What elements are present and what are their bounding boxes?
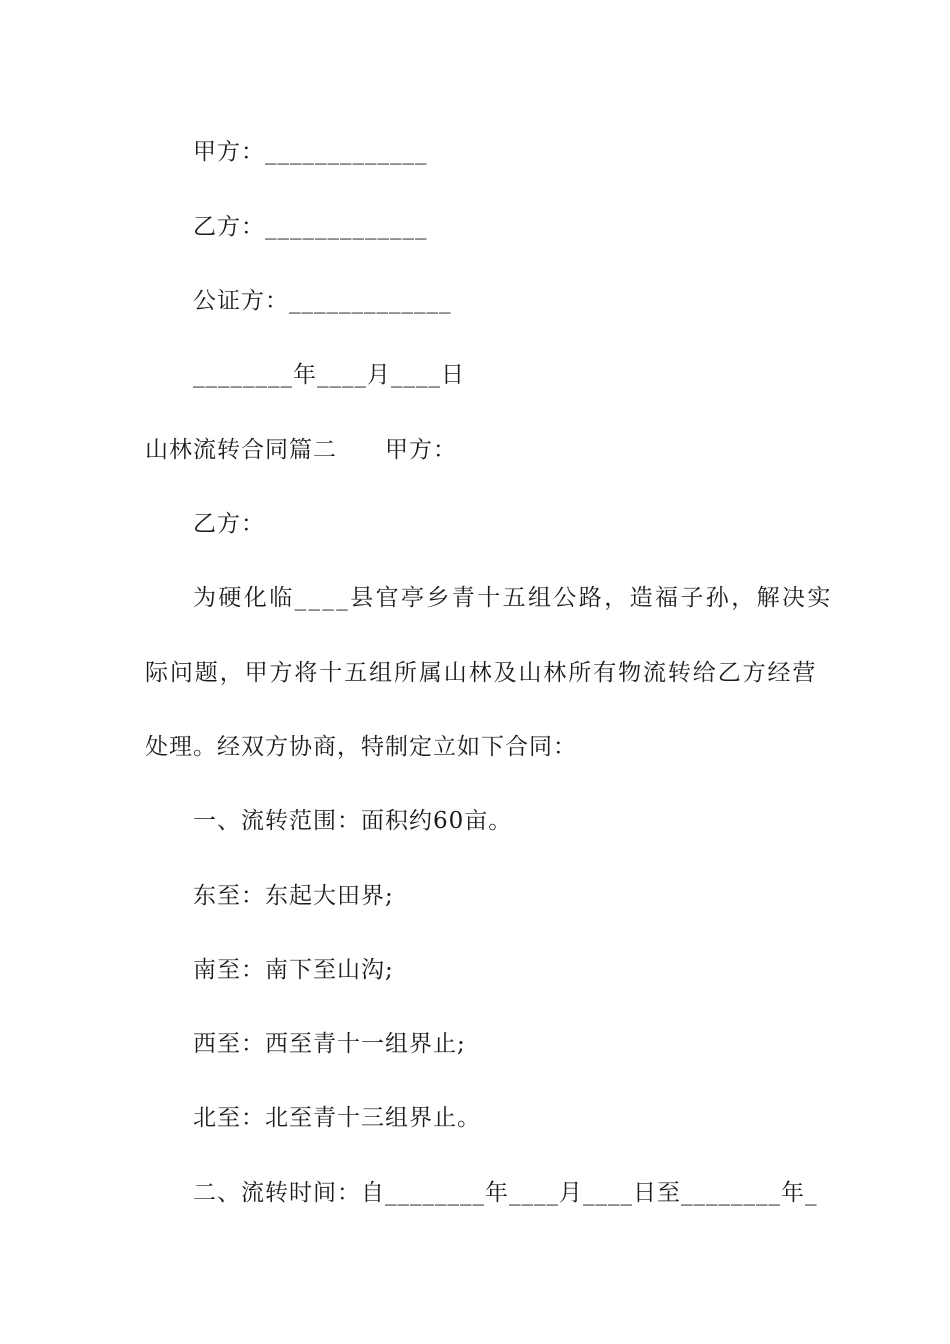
boundary-south: 南至：南下至山沟;: [193, 957, 394, 983]
party-a-label: 甲方：: [385, 437, 457, 463]
date-line: ________年____月____日: [193, 362, 465, 388]
clause-scope: 一、流转范围：面积约60亩。: [193, 808, 513, 834]
section-title: 山林流转合同篇二: [145, 437, 337, 463]
notary-signature-line: 公证方：_____________: [193, 288, 452, 314]
party-b-label: 乙方：: [193, 511, 265, 537]
boundary-west: 西至：西至青十一组界止;: [193, 1031, 466, 1057]
party-a-signature-line: 甲方：_____________: [193, 139, 428, 165]
paragraph-line: 处理。经双方协商，特制定立如下合同：: [145, 734, 577, 760]
paragraph-line: 际问题，甲方将十五组所属山林及山林所有物流转给乙方经营: [145, 660, 818, 686]
boundary-north: 北至：北至青十三组界止。: [193, 1105, 481, 1131]
party-b-signature-line: 乙方：_____________: [193, 214, 428, 240]
clause-duration: 二、流转时间：自________年____月____日至________年_: [193, 1180, 818, 1206]
boundary-east: 东至：东起大田界;: [193, 883, 394, 909]
paragraph-line: 为硬化临____县官亭乡青十五组公路，造福子孙，解决实: [193, 585, 833, 611]
section-heading-row: [145, 435, 457, 465]
